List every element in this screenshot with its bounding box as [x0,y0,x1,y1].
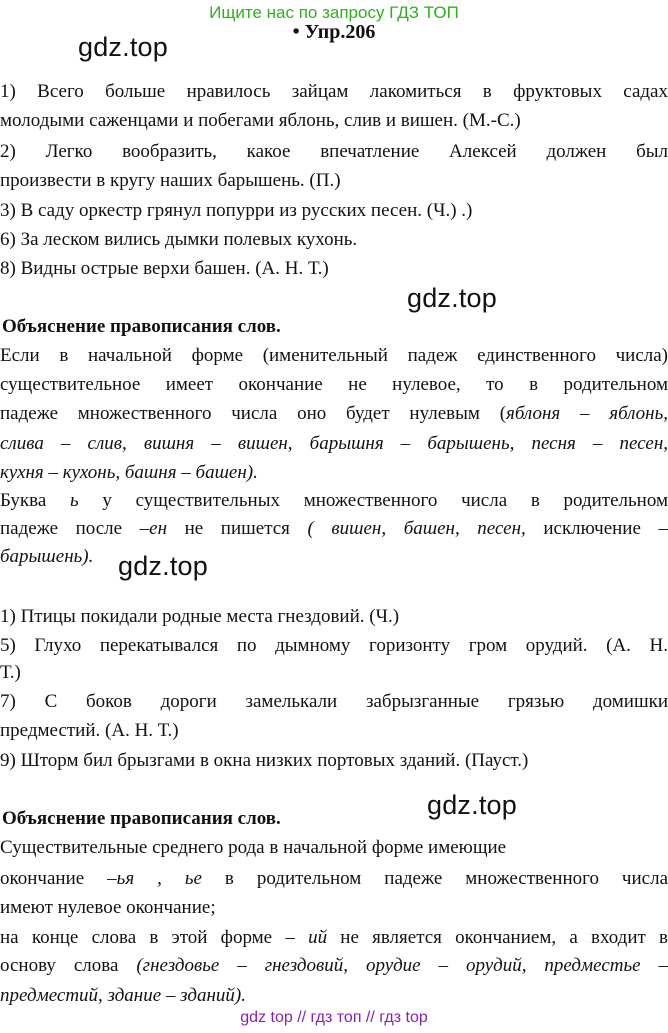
explanation-line: предместий, здание – зданий). [0,985,246,1006]
explanation-line: слива – слив, вишня – вишен, барышня – барышень, песня – песен, [0,433,668,454]
sentence-line: Т.) [0,662,21,683]
explanation-line: на конце слова в этой форме – ий не является окончанием, а входит в [0,927,668,948]
exercise-title: • Упр.206 [292,21,376,43]
explanation-line: имеют нулевое окончание; [0,897,216,918]
sentence-line: произвести в кругу наших барышень. (П.) [0,170,341,191]
sentence-line: 6) За леском вились дымки полевых кухонь. [0,229,358,250]
sentence-line: 9) Шторм бил брызгами в окна низких портовых зданий. (Пауст.) [0,750,529,771]
explanation-heading: Объяснение правописания слов. [2,316,281,337]
sentence-line: 1) Птицы покидали родные места гнездовий. (Ч.) [0,606,400,627]
sentence-line: 8) Видны острые верхи башен. (А. Н. Т.) [0,258,329,279]
sentence-line: 5) Глухо перекатывался по дымному горизонту гром орудий. (А. Н. [0,635,668,656]
explanation-line: основу слова (гнездовье – гнездовий, орудие – орудий, предместье – [0,955,668,976]
explanation-line: кухня – кухонь, башня – башен). [0,462,258,483]
explanation-line: существительное имеет окончание не нулевое, то в родительном [0,374,668,395]
sentence-line: предместий. (А. Н. Т.) [0,720,179,741]
explanation-line: падеже множественного числа оно будет нулевым (яблоня – яблонь, [0,403,668,424]
watermark-1: gdz.top [78,32,168,62]
sentence-line: 1) Всего больше нравилось зайцам лакомиться в фруктовых садах [0,81,668,102]
explanation-line: падеже после –ен не пишется ( вишен, башен, песен, исключение – [0,518,668,539]
explanation-heading: Объяснение правописания слов. [2,808,281,829]
watermark-3: gdz.top [118,551,208,581]
explanation-line: Существительные среднего рода в начальной форме имеющие [0,837,507,858]
watermark-4: gdz.top [427,790,517,820]
top-banner: Ищите нас по запросу ГДЗ ТОП [209,3,459,22]
sentence-line: 2) Легко вообразить, какое впечатление Алексей должен был [0,141,668,162]
sentence-line: 7) С боков дороги замелькали забрызганные грязью домишки [0,691,668,712]
sentence-line: 3) В саду оркестр грянул попурри из русских песен. (Ч.) .) [0,200,473,221]
sentence-line: молодыми саженцами и побегами яблонь, слив и вишен. (М.-С.) [0,110,521,131]
explanation-line: Буква ь у существительных множественного числа в родительном [0,490,668,511]
explanation-line: окончание –ья , ье в родительном падеже множественного числа [0,868,668,889]
explanation-line: барышень). [0,546,94,567]
explanation-line: Если в начальной форме (именительный падеж единственного числа) [0,345,668,366]
watermark-2: gdz.top [407,283,497,313]
footer-watermark: gdz top // гдз топ // гдз top [240,1009,428,1026]
